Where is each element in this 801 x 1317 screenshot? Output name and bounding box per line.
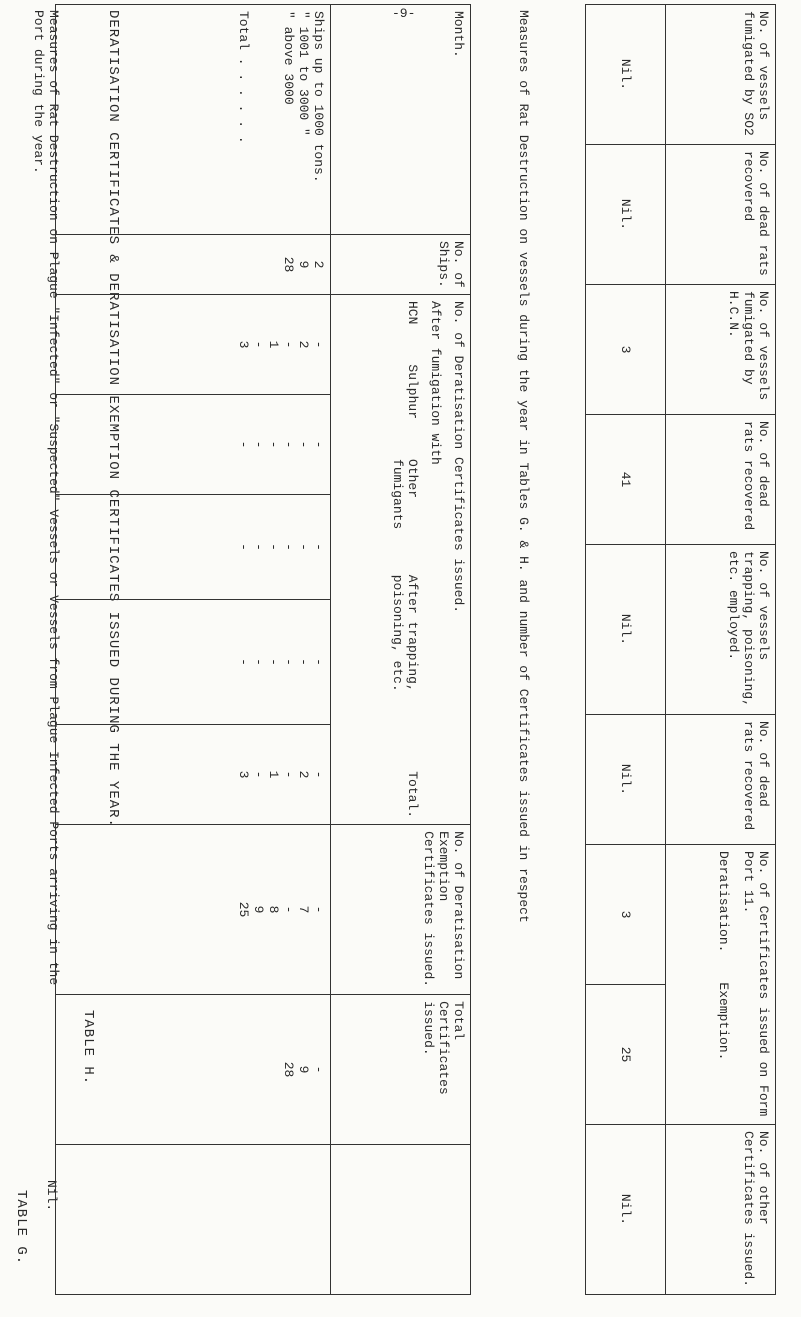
table-cell: 7 xyxy=(296,905,311,914)
table-cell: - xyxy=(251,770,266,779)
table-cell: - xyxy=(311,543,326,551)
table-cell: - xyxy=(311,440,326,449)
exemption-column xyxy=(56,825,331,995)
table-cell: - xyxy=(311,340,326,349)
table-cell: 2 xyxy=(296,340,311,349)
table-h-title: DERATISATION CERTIFICATES & DERATISATION EXEMPTION CERTIFICATES ISSUED DURING THE YEAR. xyxy=(105,10,121,828)
table-cell: 28 xyxy=(281,1061,296,1078)
table-cell: - xyxy=(296,658,311,666)
ship-line: " 1001 to 3000 " xyxy=(296,11,311,136)
vessels-trapping-header: No. of vessels trapping, poisoning, etc. employed. xyxy=(666,545,776,715)
ship-line: Ships up to 1000 tons. xyxy=(311,11,326,183)
table-g-title: Measures of Rat Destruction on Plague "Infected" or "Suspected" Vessels or Vessels from Plague Infected Ports arriving in the Port during the year. xyxy=(31,10,61,986)
exemption-header: Exemption. xyxy=(716,982,731,1061)
table-cell: - xyxy=(236,440,251,449)
table-cell: - xyxy=(251,658,266,666)
rats-recovered-header: No. of dead rats recovered xyxy=(666,145,776,285)
ship-line: " above 3000 xyxy=(281,11,296,105)
hcn-header: HCN xyxy=(405,301,420,325)
totals-label: Total . . . . . . xyxy=(236,11,251,144)
table-cell: - xyxy=(281,905,296,914)
table-cell: - xyxy=(311,1065,326,1074)
table-cell: - xyxy=(266,543,281,551)
table-row: 2 xyxy=(311,260,326,269)
trapping-column xyxy=(56,600,331,725)
rats-recovered-header: No. of dead rats recovered xyxy=(666,715,776,845)
table-h-label: TABLE H. xyxy=(80,1010,96,1086)
table-row: 28 xyxy=(281,256,296,273)
vessels-fumigated-value: Nil. xyxy=(586,5,666,145)
total-certs-column xyxy=(56,995,331,1145)
after-trapping-header: After trapping, poisoning, etc. xyxy=(390,574,420,692)
measures-table xyxy=(585,4,776,1295)
table-cell: 1 xyxy=(266,770,281,779)
issued-group-header xyxy=(331,295,471,825)
page-number: -9- xyxy=(392,6,416,21)
rats-recovered-value: 41 xyxy=(586,415,666,545)
table-row: 9 xyxy=(296,260,311,269)
table-cell: - xyxy=(296,543,311,551)
table-cell: - xyxy=(236,658,251,666)
deratisation-header: Deratisation. xyxy=(716,851,731,953)
table-g-value: Nil. xyxy=(44,1180,59,1212)
vessels-trapping-value: Nil. xyxy=(586,545,666,715)
table-cell: - xyxy=(251,543,266,551)
table-g-label: TABLE G. xyxy=(13,1190,29,1266)
table-cell: - xyxy=(311,905,326,914)
table-cell: - xyxy=(281,658,296,666)
sulphur-column xyxy=(56,395,331,495)
total-certs-header: Total Certificates issued. xyxy=(331,995,471,1145)
after-fumigation-label: After fumigation with xyxy=(428,301,443,465)
rats-recovered-value: Nil. xyxy=(586,145,666,285)
other-certs-value: Nil. xyxy=(586,1125,666,1295)
other-column xyxy=(56,495,331,600)
table-cell: - xyxy=(251,340,266,349)
ships-column xyxy=(56,235,331,295)
table-cell: - xyxy=(311,770,326,779)
table-cell: - xyxy=(236,543,251,551)
table-cell: - xyxy=(251,440,266,449)
certs-group-label: No. of Certificates issued on Form Port 11. xyxy=(741,851,771,1117)
month-header: Month. xyxy=(331,5,471,235)
table-cell: - xyxy=(281,340,296,349)
vessels-hcn-value: 3 xyxy=(586,285,666,415)
table-cell: - xyxy=(281,543,296,551)
issued-group-label: No. of Deratisation Certificates issued. xyxy=(451,301,466,614)
table-cell: 1 xyxy=(266,340,281,349)
vessels-hcn-header: No. of vessels fumigated by H.C.N. xyxy=(666,285,776,415)
table-cell: 3 xyxy=(236,770,251,779)
certs-group-header xyxy=(666,845,776,1125)
table-cell: 9 xyxy=(251,905,266,914)
rats-recovered-value: Nil. xyxy=(586,715,666,845)
total-header: Total. xyxy=(405,771,420,819)
table-cell: - xyxy=(296,440,311,449)
table-cell: 9 xyxy=(296,1065,311,1074)
exemption-value: 25 xyxy=(586,985,666,1125)
table-cell: 3 xyxy=(236,340,251,349)
other-certs-header: No. of other Certificates issued. xyxy=(666,1125,776,1295)
sulphur-header: Sulphur xyxy=(405,364,420,420)
ship-lines-cell xyxy=(56,5,331,235)
table-cell: - xyxy=(281,440,296,449)
exemption-header: No. of Deratisation Exemption Certificates issued. xyxy=(331,825,471,995)
deratisation-table xyxy=(55,4,471,1295)
table-cell: - xyxy=(311,658,326,666)
total-column xyxy=(56,725,331,825)
table-cell: 2 xyxy=(296,770,311,779)
hcn-column xyxy=(56,295,331,395)
rats-recovered-header: No. of dead rats recovered xyxy=(666,415,776,545)
table-cell: 25 xyxy=(236,901,251,918)
table-cell: 8 xyxy=(266,905,281,914)
ships-header: No. of Ships. xyxy=(331,235,471,295)
table-cell: - xyxy=(266,658,281,666)
vessels-fumigated-header: No. of vessels fumigated by SO2 xyxy=(666,5,776,145)
table-cell: - xyxy=(266,440,281,449)
measures-text: Measures of Rat Destruction on vessels during the year in Tables G. & H. and number of Certificates issued in respect xyxy=(516,10,531,923)
deratisation-value: 3 xyxy=(586,845,666,985)
other-header: Other fumigants xyxy=(390,459,420,530)
table-cell: - xyxy=(281,770,296,779)
